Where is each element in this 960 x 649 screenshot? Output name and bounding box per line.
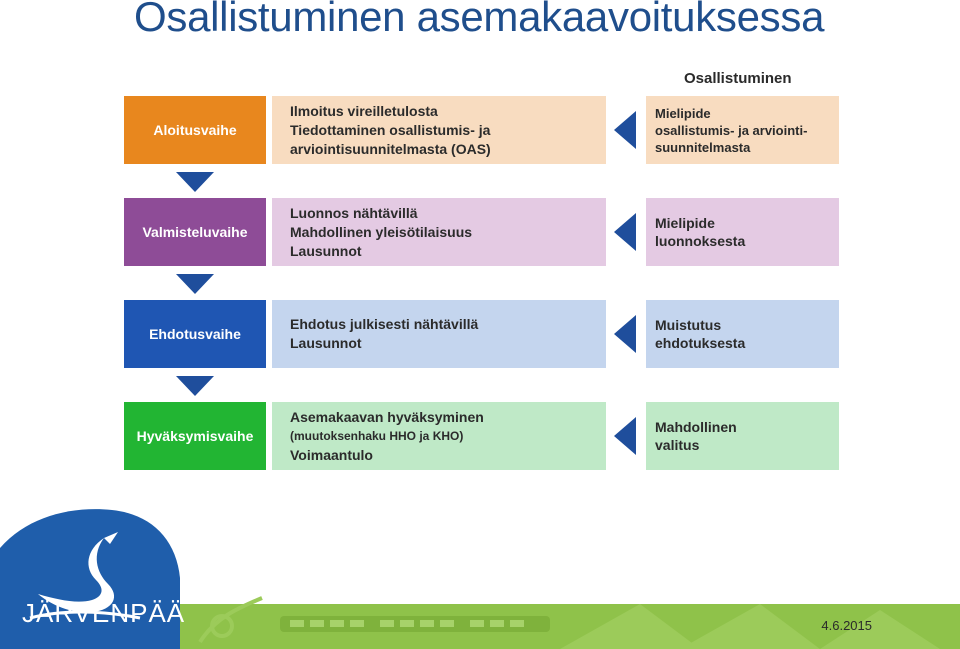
down-arrow-icon xyxy=(176,172,214,192)
left-arrow-icon xyxy=(614,315,636,353)
desc-line: Lausunnot xyxy=(290,242,362,259)
left-arrow-icon xyxy=(614,213,636,251)
desc-line: arviointisuunnitelmasta (OAS) xyxy=(290,140,491,157)
left-arrow-icon xyxy=(614,417,636,455)
phase-box-ehdotusvaihe: Ehdotusvaihe xyxy=(124,300,266,368)
phase-box-hyvaksymisvaihe: Hyväksymisvaihe xyxy=(124,402,266,470)
desc-line: Ilmoitus vireilletulosta xyxy=(290,102,438,119)
phase-description-valmisteluvaihe xyxy=(272,198,606,266)
left-arrow-icon xyxy=(614,111,636,149)
slide-title: Osallistuminen asemakaavoituksessa xyxy=(134,0,825,40)
phase-box-valmisteluvaihe: Valmisteluvaihe xyxy=(124,198,266,266)
participation-line: valitus xyxy=(655,437,700,453)
logo-text: JÄRVENPÄÄ xyxy=(22,598,186,628)
phase-description-hyvaksymisvaihe xyxy=(272,402,606,470)
participation-line: ehdotuksesta xyxy=(655,335,746,351)
participation-line: Muistutus xyxy=(655,317,722,333)
phase-description-aloitusvaihe xyxy=(272,96,606,164)
desc-line: (muutoksenhaku HHO ja KHO) xyxy=(290,428,464,443)
participation-column-heading: Osallistuminen xyxy=(684,70,792,87)
participation-line: luonnoksesta xyxy=(655,233,746,249)
participation-line: Mielipide xyxy=(655,215,715,231)
desc-line: Lausunnot xyxy=(290,335,362,351)
participation-line: suunnitelmasta xyxy=(655,139,751,155)
participation-box-aloitusvaihe xyxy=(646,96,839,164)
participation-line: osallistumis- ja arviointi- xyxy=(655,122,808,138)
down-arrow-icon xyxy=(176,274,214,294)
participation-box-ehdotusvaihe xyxy=(646,300,839,368)
desc-line: Ehdotus julkisesti nähtävillä xyxy=(290,316,479,332)
participation-box-hyvaksymisvaihe xyxy=(646,402,839,470)
participation-line: Mahdollinen xyxy=(655,419,737,435)
desc-line: Mahdollinen yleisötilaisuus xyxy=(290,223,473,240)
desc-line: Asemakaavan hyväksyminen xyxy=(290,408,484,425)
participation-line: Mielipide xyxy=(655,105,711,121)
phase-box-aloitusvaihe: Aloitusvaihe xyxy=(124,96,266,164)
down-arrow-icon xyxy=(176,376,214,396)
phase-description-ehdotusvaihe xyxy=(272,300,606,368)
participation-box-valmisteluvaihe xyxy=(646,198,839,266)
slide-date: 4.6.2015 xyxy=(821,618,872,633)
desc-line: Tiedottaminen osallistumis- ja xyxy=(290,121,491,138)
desc-line: Voimaantulo xyxy=(290,446,373,463)
desc-line: Luonnos nähtävillä xyxy=(290,204,418,221)
